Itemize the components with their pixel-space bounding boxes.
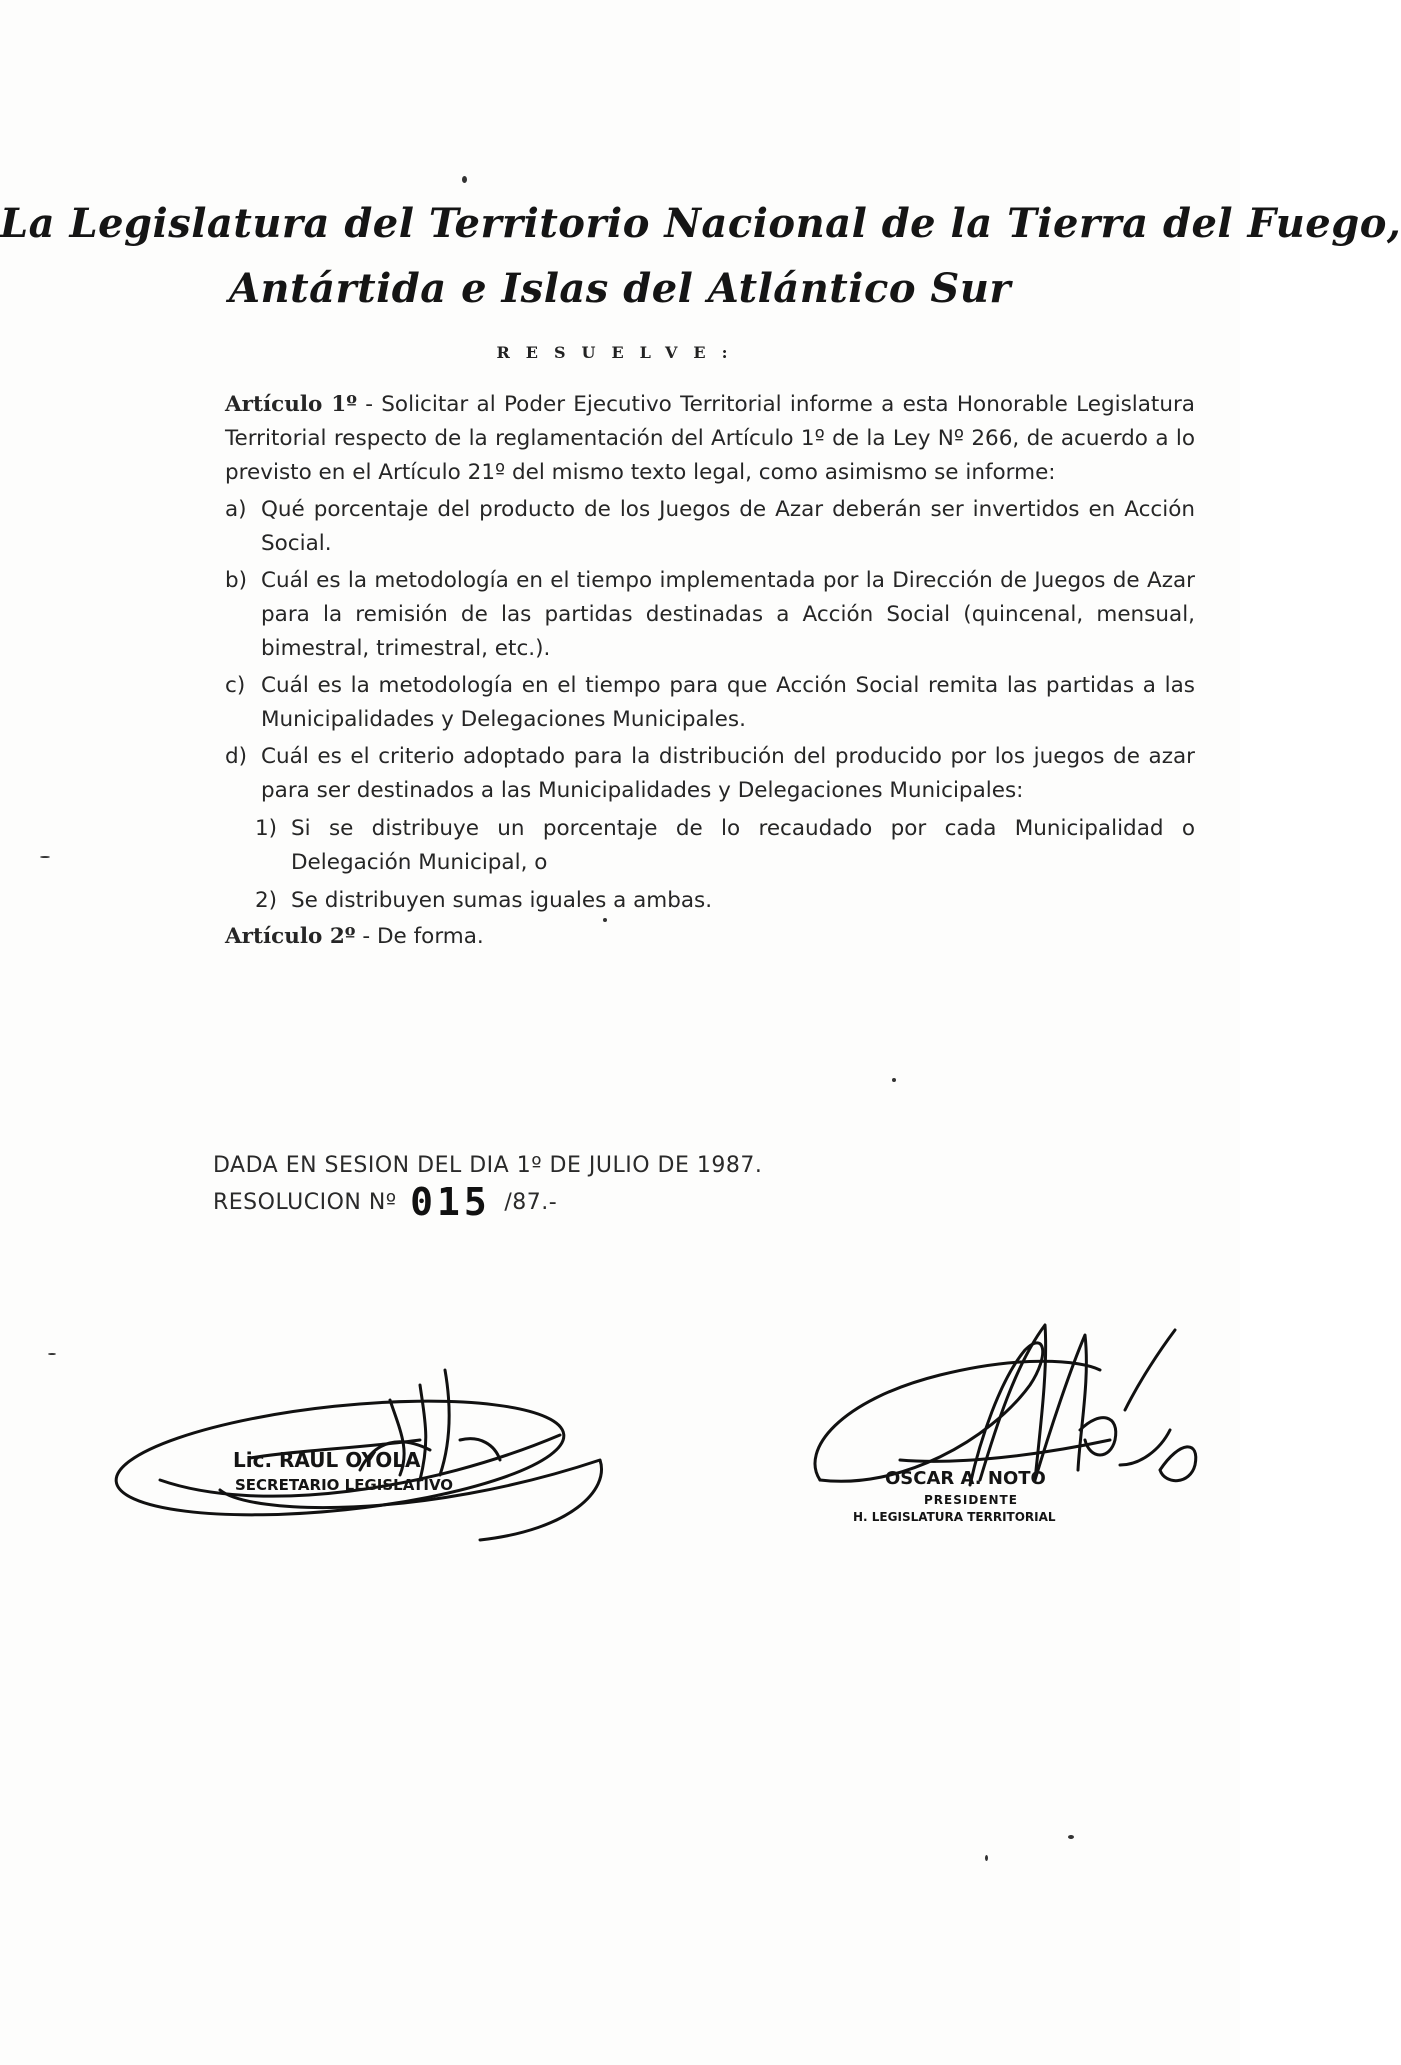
article-2-text: - De forma. [355, 924, 484, 949]
item-marker: a) [225, 497, 247, 522]
scan-speck [462, 176, 467, 183]
signature-right-institution: H. LEGISLATURA TERRITORIAL [853, 1510, 1056, 1524]
article-1 [225, 388, 1195, 490]
item-marker: d) [225, 744, 248, 769]
article-1-label: Artículo 1º [225, 392, 357, 417]
list-item [225, 669, 1195, 737]
session-date-line: DADA EN SESION DEL DIA 1º DE JULIO DE 1987. [213, 1153, 763, 1178]
signature-right-name: OSCAR A. NOTO [885, 1468, 1046, 1489]
resolution-number: 015 [410, 1180, 491, 1224]
signature-right-title: PRESIDENTE [924, 1493, 1018, 1507]
resuelve-heading: RESUELVE: [496, 343, 744, 362]
article-1-text: - Solicitar al Poder Ejecutivo Territorial informe a esta Honorable Legislatura Territorial respecto de la reglamentación del Artículo 1º de la Ley Nº 266, de acuerdo a lo previsto en el Artículo 21º del mismo texto legal, como asimismo se informe: [225, 392, 1195, 485]
item-text: Qué porcentaje del producto de los Juegos de Azar deberán ser invertidos en Acción Social. [261, 497, 1195, 556]
scan-speck [48, 1353, 56, 1355]
item-text: Cuál es el criterio adoptado para la distribución del producido por los juegos de azar para ser destinados a las Municipalidades y Delegaciones Municipales: [261, 744, 1195, 803]
subitem-marker: 1) [255, 816, 278, 841]
subitem-text: Se distribuyen sumas iguales a ambas. [291, 888, 713, 913]
resolution-body [225, 388, 1195, 954]
sub-list-item [225, 884, 1195, 918]
resolution-suffix: /87.- [504, 1190, 558, 1215]
resolution-prefix: RESOLUCION Nº [213, 1190, 397, 1215]
item-text: Cuál es la metodología en el tiempo implementada por la Dirección de Juegos de Azar para la remisión de las partidas destinadas a Acción Social (quincenal, mensual, bimestral, trimestral, etc.). [261, 568, 1195, 661]
closing-block [213, 1148, 763, 1224]
signature-left-title: SECRETARIO LEGISLATIVO [235, 1476, 454, 1494]
article-2 [225, 920, 1195, 954]
header-title-line-2: Antártida e Islas del Atlántico Sur [229, 265, 1011, 312]
article-2-label: Artículo 2º [225, 924, 356, 949]
list-item [225, 740, 1195, 808]
header-title-line-1: La Legislatura del Territorio Nacional de la Tierra del Fuego, [0, 200, 1401, 247]
resolution-line [213, 1180, 762, 1224]
scan-speck [892, 1078, 896, 1082]
scan-speck [603, 918, 607, 922]
list-item [225, 493, 1195, 561]
subitem-text: Si se distribuye un porcentaje de lo recaudado por cada Municipalidad o Delegación Municipal, o [291, 816, 1195, 875]
scan-speck [985, 1855, 988, 1861]
item-marker: c) [225, 673, 246, 698]
item-text: Cuál es la metodología en el tiempo para que Acción Social remita las partidas a las Municipalidades y Delegaciones Municipales. [261, 673, 1195, 732]
sub-list-item [225, 812, 1195, 880]
item-marker: b) [225, 568, 248, 593]
scan-speck [40, 856, 50, 858]
scan-speck [1068, 1835, 1074, 1839]
signature-left-name: Lic. RAUL OYOLA [233, 1448, 421, 1472]
list-item [225, 564, 1195, 666]
subitem-marker: 2) [255, 888, 278, 913]
